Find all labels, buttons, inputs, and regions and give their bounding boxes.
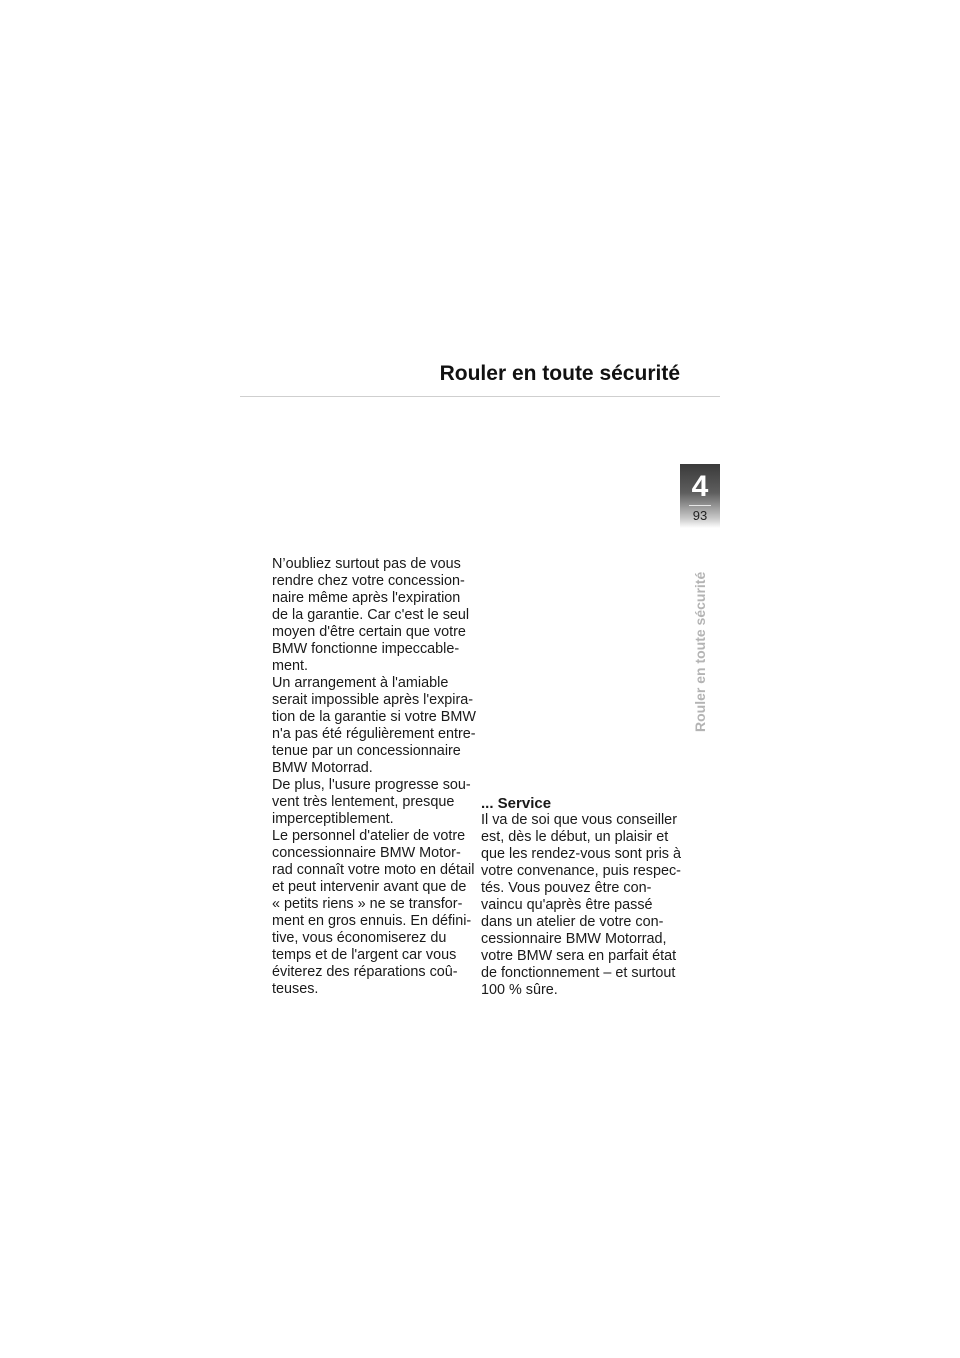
right-column-text [481, 795, 696, 999]
text-line: imperceptiblement. [272, 811, 394, 827]
text-line: votre BMW sera en parfait état [481, 948, 677, 964]
text-line: De plus, l'usure progresse sou- [272, 777, 471, 793]
text-line: et peut intervenir avant que de [272, 879, 467, 895]
text-line: moyen d'être certain que votre [272, 624, 466, 640]
text-line: votre convenance, puis respec- [481, 863, 681, 879]
text-line: concessionnaire BMW Motor- [272, 845, 461, 861]
chapter-side-label: Rouler en toute sécurité [692, 571, 708, 732]
text-line: de la garantie. Car c'est le seul [272, 607, 470, 623]
text-line: éviterez des réparations coû- [272, 964, 458, 980]
chapter-tab [680, 464, 720, 528]
text-line: vent très lentement, presque [272, 794, 455, 810]
text-line: vaincu qu'après être passé [481, 897, 653, 913]
text-line: naire même après l'expiration [272, 590, 461, 606]
text-line: ment. [272, 658, 308, 674]
text-line: BMW Motorrad. [272, 760, 373, 776]
text-line: tion de la garantie si votre BMW [272, 709, 476, 725]
text-line: Le personnel d'atelier de votre [272, 828, 466, 844]
text-line: que les rendez-vous sont pris à [481, 846, 681, 862]
title-divider [240, 396, 720, 397]
page-number: 93 [692, 508, 708, 523]
text-line: de fonctionnement – et surtout [481, 965, 676, 981]
text-line: Il va de soi que vous conseiller [481, 812, 677, 828]
text-line: « petits riens » ne se transfor- [272, 896, 463, 912]
text-line: tenue par un concessionnaire [272, 743, 461, 759]
text-line: Un arrangement à l'amiable [272, 675, 449, 691]
text-line: N’oubliez surtout pas de vous [272, 556, 461, 572]
text-line: teuses. [272, 981, 319, 997]
text-line: tive, vous économiserez du [272, 930, 447, 946]
text-line: est, dès le début, un plaisir et [481, 829, 669, 845]
text-line: dans un atelier de votre con- [481, 914, 664, 930]
text-line: BMW fonctionne impeccable- [272, 641, 460, 657]
text-line: tés. Vous pouvez être con- [481, 880, 652, 896]
text-line: serait impossible après l'expira- [272, 692, 474, 708]
left-column-text [272, 556, 480, 998]
page-title: Rouler en toute sécurité [439, 362, 680, 385]
text-line: 100 % sûre. [481, 982, 558, 998]
text-line: rendre chez votre concession- [272, 573, 465, 589]
chapter-number: 4 [691, 470, 709, 503]
chapter-divider [689, 505, 711, 506]
section-heading: ... Service [481, 795, 552, 812]
text-line: ment en gros ennuis. En défini- [272, 913, 472, 929]
text-line: temps et de l'argent car vous [272, 947, 457, 963]
text-line: rad connaît votre moto en détail [272, 862, 475, 878]
text-line: n'a pas été régulièrement entre- [272, 726, 476, 742]
text-line: cessionnaire BMW Motorrad, [481, 931, 667, 947]
